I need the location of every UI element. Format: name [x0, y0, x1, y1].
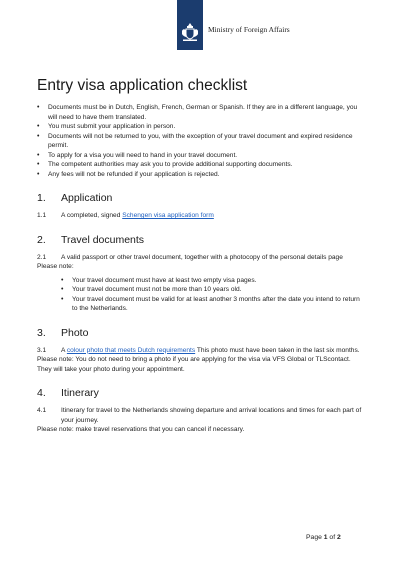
- section-number: 1.: [37, 192, 46, 204]
- item-text-part: This photo must have been taken in the last six months.: [195, 346, 360, 354]
- section-title: Travel documents: [61, 233, 145, 246]
- list-item: • Your travel document must be valid for at least another 3 months after the date you intend to return to the Netherlands.: [37, 295, 367, 314]
- item-text: A valid passport or other travel document, together with a photocopy of the personal details page: [61, 253, 343, 261]
- page-indicator: [306, 534, 341, 541]
- section-photo: [37, 327, 367, 375]
- section-travel-documents: [37, 234, 367, 314]
- section-heading: [37, 234, 367, 247]
- list-item: • Documents must be in Dutch, English, French, German or Spanish. If they are in a different language, you will need to have them translated.: [37, 103, 367, 122]
- list-item: • Any fees will not be refunded if your application is rejected.: [37, 170, 367, 180]
- item-number: 4.1: [37, 407, 47, 414]
- list-item: • Your travel document must not be more than 10 years old.: [37, 285, 367, 295]
- page-of: of: [327, 534, 337, 541]
- section-itinerary: [37, 387, 367, 435]
- item-text-part: A completed, signed: [61, 212, 123, 219]
- travel-requirements-list: [37, 276, 367, 314]
- page-total: 2: [337, 534, 341, 541]
- section-title: Application: [61, 192, 113, 204]
- list-item: • The competent authorities may ask you to provide additional supporting documents.: [37, 160, 367, 170]
- page-word: Page: [306, 534, 324, 541]
- list-item: • Your travel document must have at least two empty visa pages.: [37, 276, 367, 286]
- header: [0, 0, 400, 60]
- schengen-form-link[interactable]: Schengen visa application form: [122, 212, 214, 219]
- list-item: • To apply for a visa you will need to hand in your travel document.: [37, 151, 367, 161]
- note: Please note: You do not need to bring a photo if you are applying for the visa via VFS Global or TLScontact. They will take your photo during your appointment.: [37, 356, 351, 373]
- item-text: Itinerary for travel to the Netherlands showing departure and arrival locations and times for each part of your journey.: [61, 407, 362, 424]
- checklist-item: [37, 406, 367, 425]
- section-title: Photo: [61, 326, 89, 339]
- ministry-name: Ministry of Foreign Affairs: [208, 25, 290, 34]
- document-body: [37, 76, 367, 435]
- checklist-item: [37, 253, 367, 263]
- section-title: Itinerary: [61, 387, 99, 399]
- page-current: 1: [323, 534, 328, 541]
- section-number: 4.: [37, 387, 46, 399]
- checklist-item: [37, 211, 367, 221]
- coat-of-arms-icon: [181, 22, 199, 42]
- intro-bullet-list: [37, 103, 367, 179]
- item-number: 3.1: [37, 346, 47, 354]
- list-item: • Documents will not be returned to you, with the exception of your travel document and expired residence permit.: [37, 132, 367, 151]
- section-number: 3.: [37, 326, 46, 339]
- item-number: 2.1: [37, 253, 47, 261]
- checklist-item: [37, 346, 367, 356]
- note: Please note:: [37, 263, 74, 270]
- item-text-part: A: [61, 346, 67, 354]
- item-text: [61, 346, 367, 356]
- item-number: 1.1: [37, 212, 47, 219]
- page-title: Entry visa application checklist: [37, 77, 248, 94]
- section-heading: [37, 327, 367, 340]
- photo-requirements-link[interactable]: colour photo that meets Dutch requirements: [66, 346, 196, 354]
- ministry-logo: [177, 0, 203, 50]
- section-heading: [37, 192, 367, 205]
- section-application: [37, 192, 367, 221]
- section-heading: [37, 387, 367, 400]
- section-number: 2.: [37, 233, 46, 246]
- item-text: [61, 211, 367, 221]
- list-item: • You must submit your application in person.: [37, 122, 367, 132]
- note: Please note: make travel reservations that you can cancel if necessary.: [37, 426, 245, 433]
